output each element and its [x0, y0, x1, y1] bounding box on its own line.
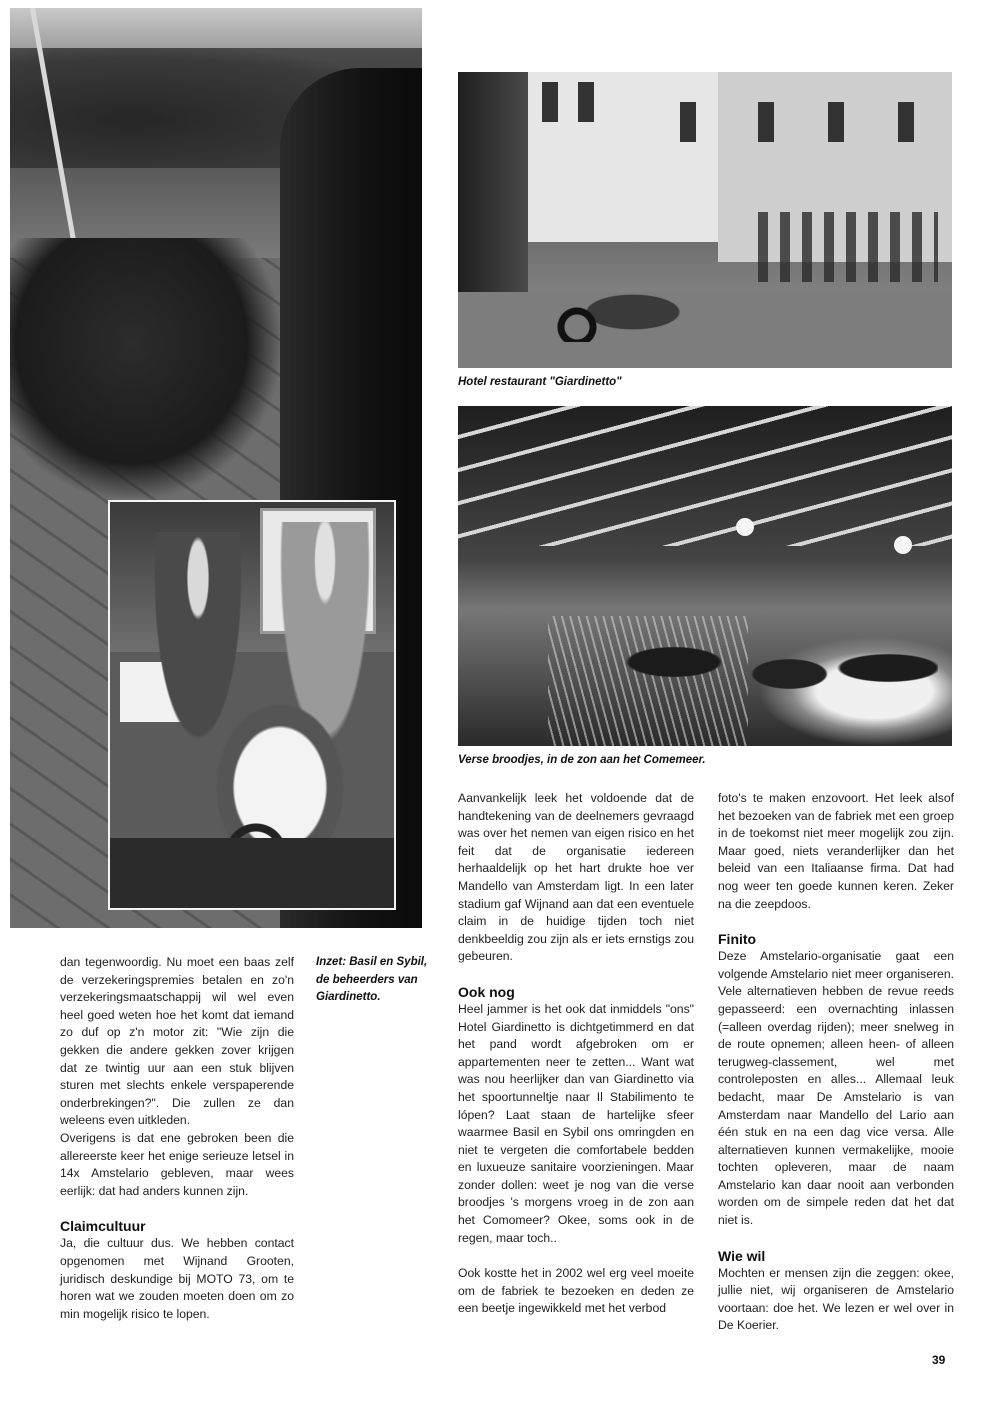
paragraph: Deze Amstelario-organisatie gaat een volgende Amstelario niet meer organiseren. Vele alternatieven hebben de revue reeds gepasseerd: een overnachting inlassen (=alleen overdag rijden); meer snelweg in de route opnemen; alleen heen- of alleen terugweg-classement, wel met controleposten en alles... Allemaal leuk bedacht, maar De Amstelario is van Amsterdam naar Mandello del Lario aan één stuk en na een dag vice versa. Alle alternatieven kunnen vermakelijke, mooie tochten opleveren, maar de naam Amstelario kan daar nooit aan verbonden worden om de simpele reden dat het dat niet is. [718, 949, 954, 1228]
caption-terrace: Verse broodjes, in de zon aan het Comemeer. [458, 754, 706, 766]
text-column-1 [60, 954, 294, 1323]
paragraph: dan tegenwoordig. Nu moet een baas zelf de verzekeringspremies betalen en zo'n verzekeringsmaatschappij wil wel even heel goed weten hoe het komt dat iemand zo duf op z'n motor zit: "Wie zijn die gekken die andere gekken zover krijgen dat ze twintig uur aan een stuk blijven sturen met slechts enkele verspaperende onderbrekingen?". Die zullen ze dan weleens even uitkleden. [60, 955, 294, 1128]
text-column-2 [458, 790, 694, 1318]
photo-inset-basil-sybil [108, 500, 396, 910]
paragraph: Overigens is dat ene gebroken been die allereerste keer het enige serieuze letsel in 14x Amstelario gebleven, maar wees eerlijk: dat had anders kunnen zijn. [60, 1130, 294, 1198]
heading-wie-wil: Wie wil [718, 1247, 766, 1264]
heading-finito: Finito [718, 931, 757, 948]
photo-terrace [458, 406, 952, 746]
paragraph: Ja, die cultuur dus. We hebben contact opgenomen met Wijnand Grooten, juridisch deskundige bij MOTO 73, om te horen wat we zouden moeten doen om zo min mogelijk risico te lopen. [60, 1236, 294, 1321]
photo-hotel-giardinetto [458, 72, 952, 368]
paragraph: Mochten er mensen zijn die zeggen: okee, jullie niet, wij organiseren de Amstelario voortaan: doe het. We lezen er wel over in De Koerier. [718, 1265, 954, 1333]
heading-claimcultuur: Claimcultuur [60, 1218, 146, 1235]
paragraph: Aanvankelijk leek het voldoende dat de handtekening van de deelnemers gevraagd was over het nemen van eigen risico en het feit dat de organisatie iedereen herhaaldelijk op het hart drukte hoe ver Mandello van Amsterdam ligt. In een later stadium gaf Wijnand aan dat een eventuele claim in de huidige tijden toch niet denkbeeldig zou zijn als er iets ernstigs zou gebeuren. [458, 791, 694, 964]
heading-ook-nog: Ook nog [458, 983, 515, 1000]
paragraph: Heel jammer is het ook dat inmiddels "ons" Hotel Giardinetto is dichtgetimmerd en dat het pand wordt afgebroken om er appartementen neer te zetten... Want wat was nou heerlijker dan van Giardinetto via het spoortunneltje naar Il Stabilimento te lópen? Laat staan de hartelijke sfeer waarmee Basil en Sybil ons omringden en niet te vergeten die comfortabele bedden en luxueuze sanitaire voorzieningen. Maar zonder dollen: weet je nog van die verse broodjes 's morgens vroeg in de zon aan het Comomeer? Okee, soms ook in de regen, maar toch.. [458, 1001, 694, 1245]
paragraph: foto's te maken enzovoort. Het leek alsof het bezoeken van de fabriek met een groep in de toekomst niet meer mogelijk zou zijn. Maar goed, niets veranderlijker dan het beleid van een Italiaanse firma. Dat had nog weer ten goede kunnen keren. Zeker na die zeepdoos. [718, 791, 954, 911]
paragraph: Ook kostte het in 2002 wel erg veel moeite om de fabriek te bezoeken en deden ze een beetje ingewikkeld met het verbod [458, 1266, 694, 1316]
page-number: 39 [932, 1353, 946, 1367]
caption-hotel: Hotel restaurant "Giardinetto" [458, 376, 622, 388]
text-column-3 [718, 790, 954, 1335]
caption-inset: Inzet: Basil en Sybil, de beheerders van Giardinetto. [316, 956, 428, 1004]
